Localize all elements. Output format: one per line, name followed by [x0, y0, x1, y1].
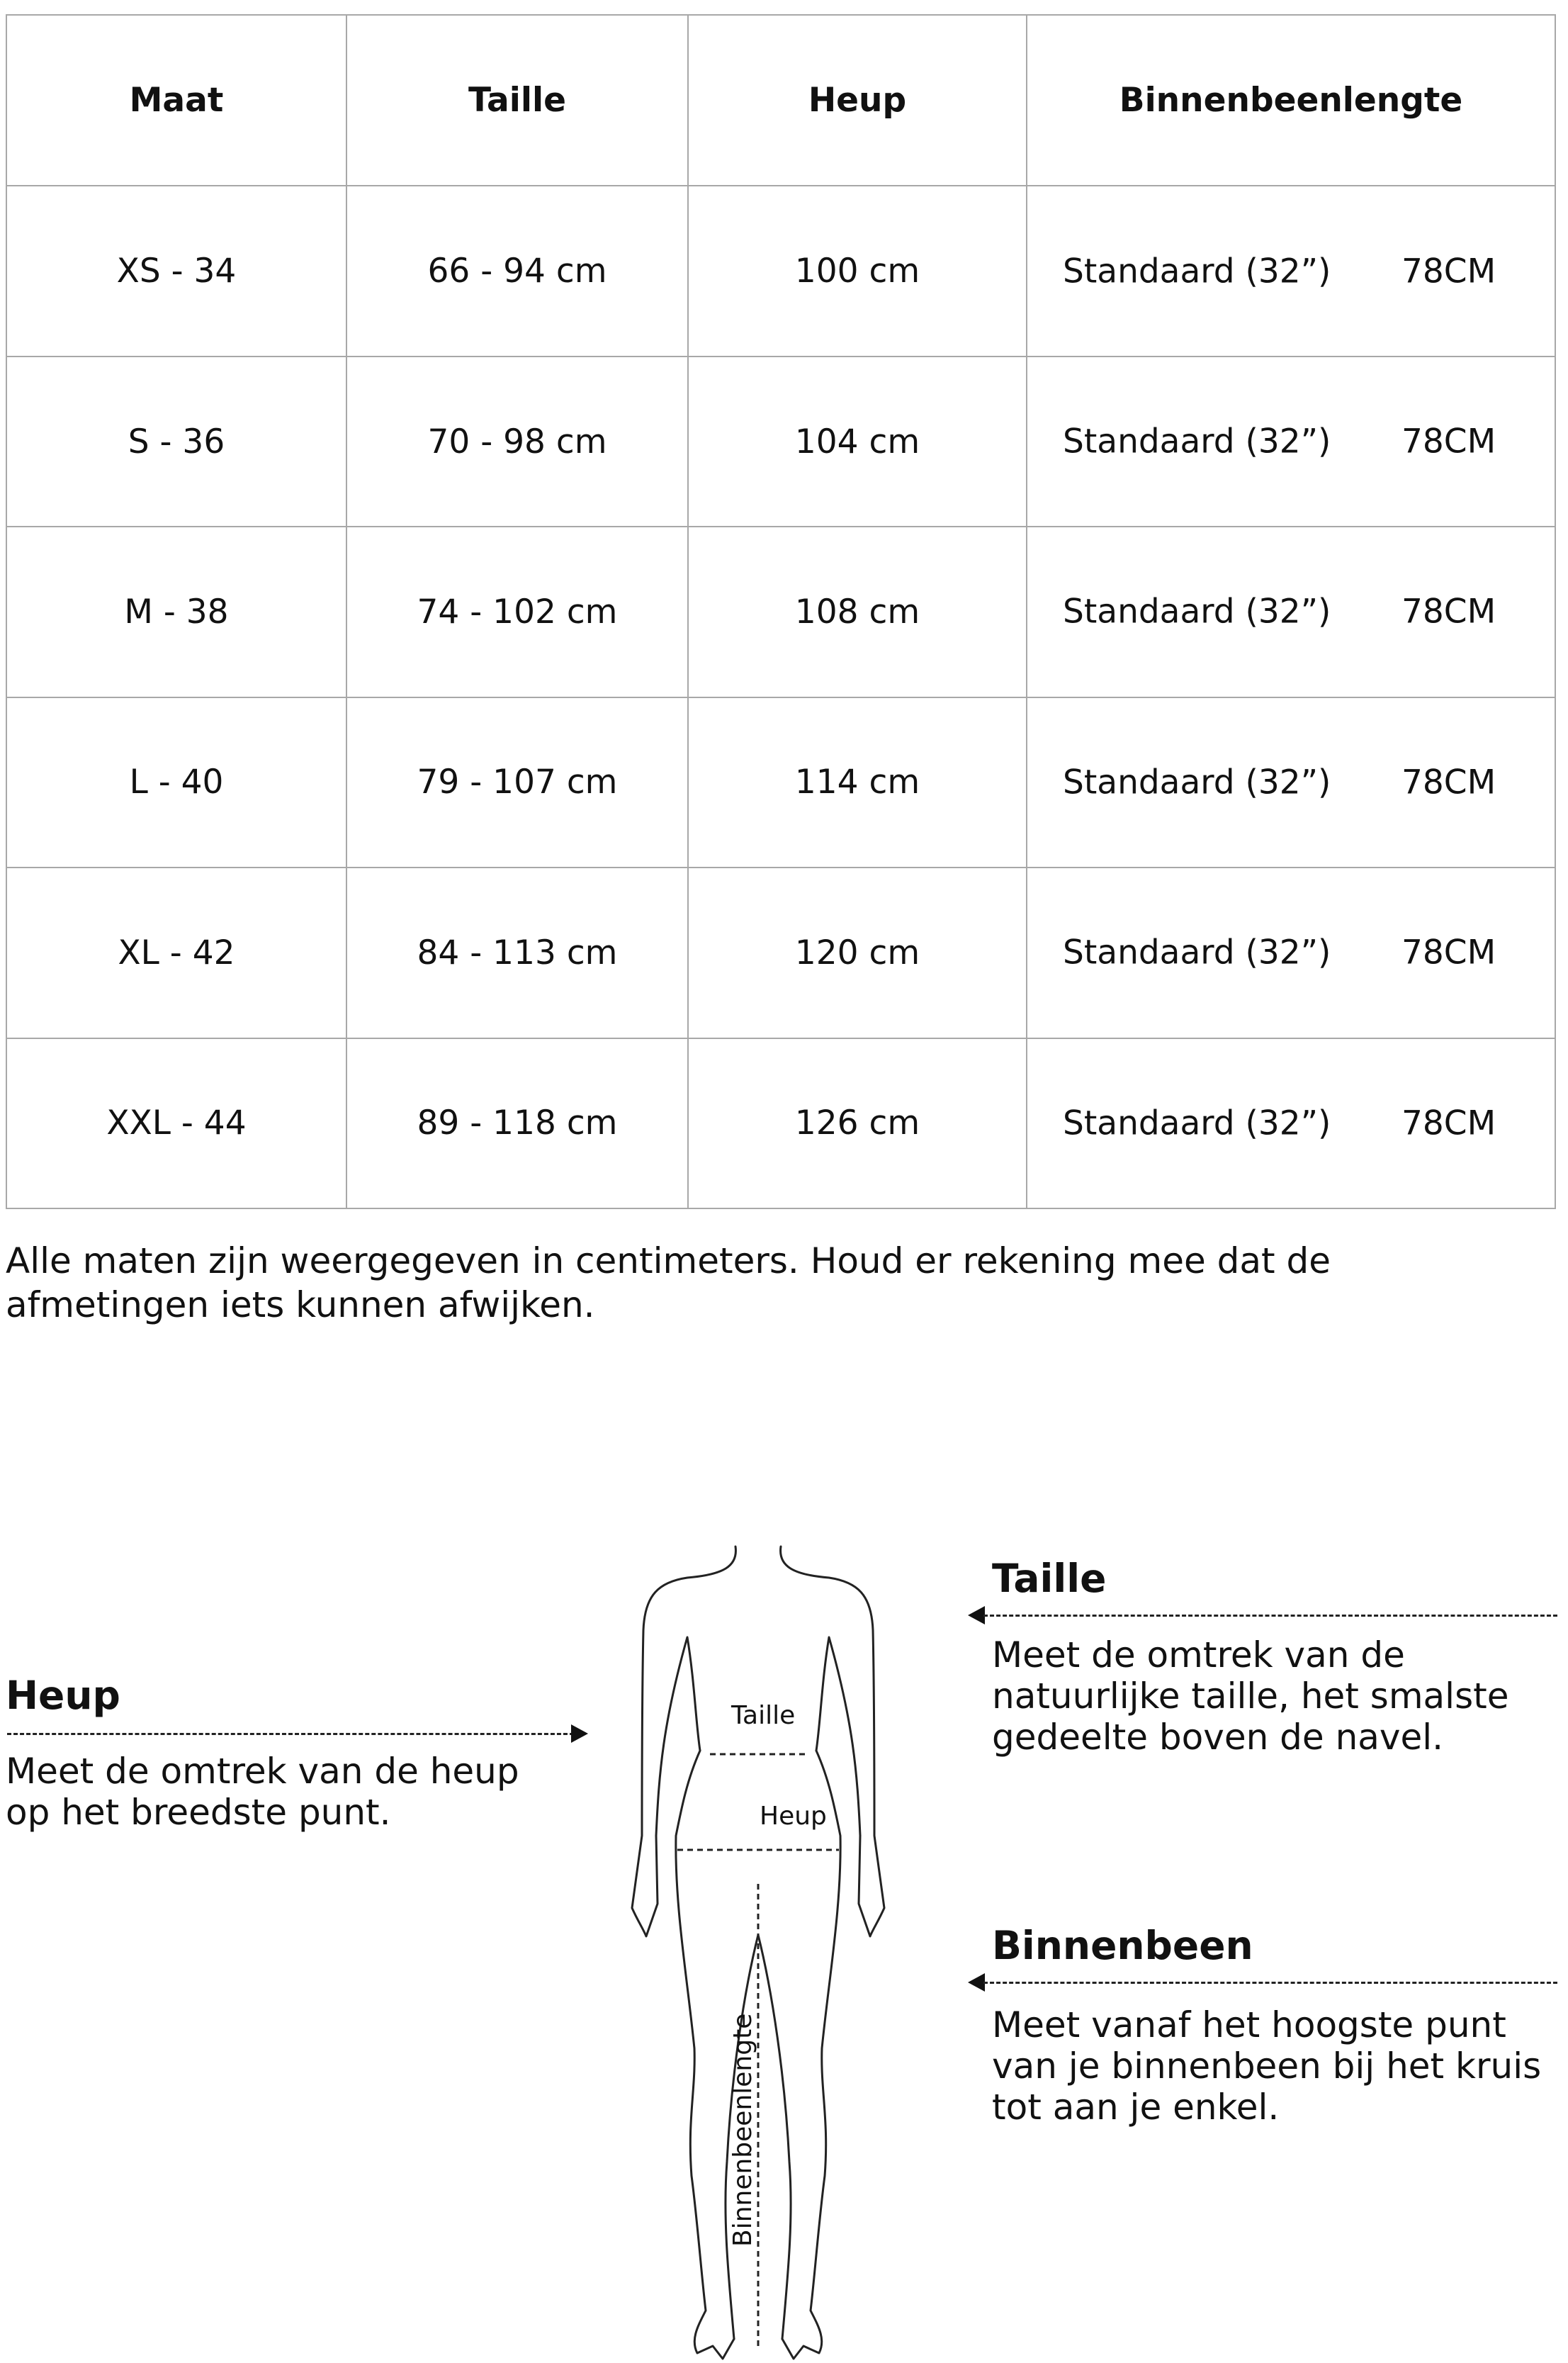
body-figure [616, 1538, 900, 2360]
cell-taille: 74 - 102 cm [346, 527, 688, 697]
cell-taille: 79 - 107 cm [346, 697, 688, 868]
cell-taille: 89 - 118 cm [346, 1038, 688, 1208]
heup-description: Meet de omtrek van de heup op het breedste punt. [6, 1751, 519, 1833]
cell-heup: 114 cm [688, 697, 1027, 868]
binnenbeen-title: Binnenbeen [992, 1923, 1253, 1968]
inseam-length: 78CM [1401, 1104, 1496, 1143]
inseam-standard: Standaard (32”) [1063, 1104, 1331, 1143]
inseam-standard: Standaard (32”) [1063, 763, 1331, 802]
inseam-length: 78CM [1401, 763, 1496, 802]
cell-binnenbeen [1027, 868, 1555, 1038]
header-maat: Maat [6, 15, 346, 186]
arrow-left-icon [968, 1973, 985, 1992]
header-heup: Heup [688, 15, 1027, 186]
cell-maat: XXL - 44 [6, 1038, 346, 1208]
cell-maat: S - 36 [6, 357, 346, 527]
cell-binnenbeen [1027, 1038, 1555, 1208]
heup-dashed-line [7, 1733, 574, 1735]
inseam-standard: Standaard (32”) [1063, 422, 1331, 461]
cell-maat: XS - 34 [6, 186, 346, 356]
taille-dashed-line [983, 1615, 1557, 1617]
table-row [6, 697, 1555, 868]
inseam-length: 78CM [1401, 592, 1496, 632]
cell-binnenbeen [1027, 527, 1555, 697]
figure-label-taille: Taille [731, 1701, 796, 1730]
table-row [6, 527, 1555, 697]
inseam-length: 78CM [1401, 933, 1496, 972]
figure-label-heup: Heup [760, 1802, 827, 1831]
cell-binnenbeen [1027, 186, 1555, 356]
inseam-length: 78CM [1401, 422, 1496, 461]
body-outline-icon [616, 1538, 900, 2360]
cell-heup: 108 cm [688, 527, 1027, 697]
cell-heup: 104 cm [688, 357, 1027, 527]
table-row [6, 186, 1555, 356]
cell-taille: 70 - 98 cm [346, 357, 688, 527]
binnenbeen-dashed-line [983, 1982, 1557, 1984]
taille-title: Taille [992, 1556, 1107, 1601]
header-binnenbeenlengte: Binnenbeenlengte [1027, 15, 1555, 186]
heup-title: Heup [6, 1673, 120, 1718]
cell-heup: 100 cm [688, 186, 1027, 356]
table-row [6, 868, 1555, 1038]
cell-taille: 84 - 113 cm [346, 868, 688, 1038]
cell-maat: L - 40 [6, 697, 346, 868]
arrow-right-icon [571, 1724, 588, 1743]
table-header-row [6, 15, 1555, 186]
table-row [6, 357, 1555, 527]
taille-description: Meet de omtrek van de natuurlijke taille, het smalste gedeelte boven de navel. [992, 1634, 1509, 1758]
cell-maat: M - 38 [6, 527, 346, 697]
cell-taille: 66 - 94 cm [346, 186, 688, 356]
header-taille: Taille [346, 15, 688, 186]
size-table [6, 14, 1556, 1209]
table-row [6, 1038, 1555, 1208]
binnenbeen-description: Meet vanaf het hoogste punt van je binnenbeen bij het kruis tot aan je enkel. [992, 2004, 1542, 2128]
measurement-note: Alle maten zijn weergegeven in centimeters. Houd er rekening mee dat de afmetingen iets kunnen afwijken. [6, 1240, 1331, 1325]
inseam-length: 78CM [1401, 252, 1496, 291]
arrow-left-icon [968, 1606, 985, 1624]
cell-binnenbeen [1027, 357, 1555, 527]
cell-heup: 126 cm [688, 1038, 1027, 1208]
inseam-standard: Standaard (32”) [1063, 252, 1331, 291]
inseam-standard: Standaard (32”) [1063, 592, 1331, 632]
inseam-standard: Standaard (32”) [1063, 933, 1331, 972]
figure-label-binnenbeenlengte: Binnenbeenlengte [728, 2013, 757, 2247]
cell-maat: XL - 42 [6, 868, 346, 1038]
cell-binnenbeen [1027, 697, 1555, 868]
cell-heup: 120 cm [688, 868, 1027, 1038]
